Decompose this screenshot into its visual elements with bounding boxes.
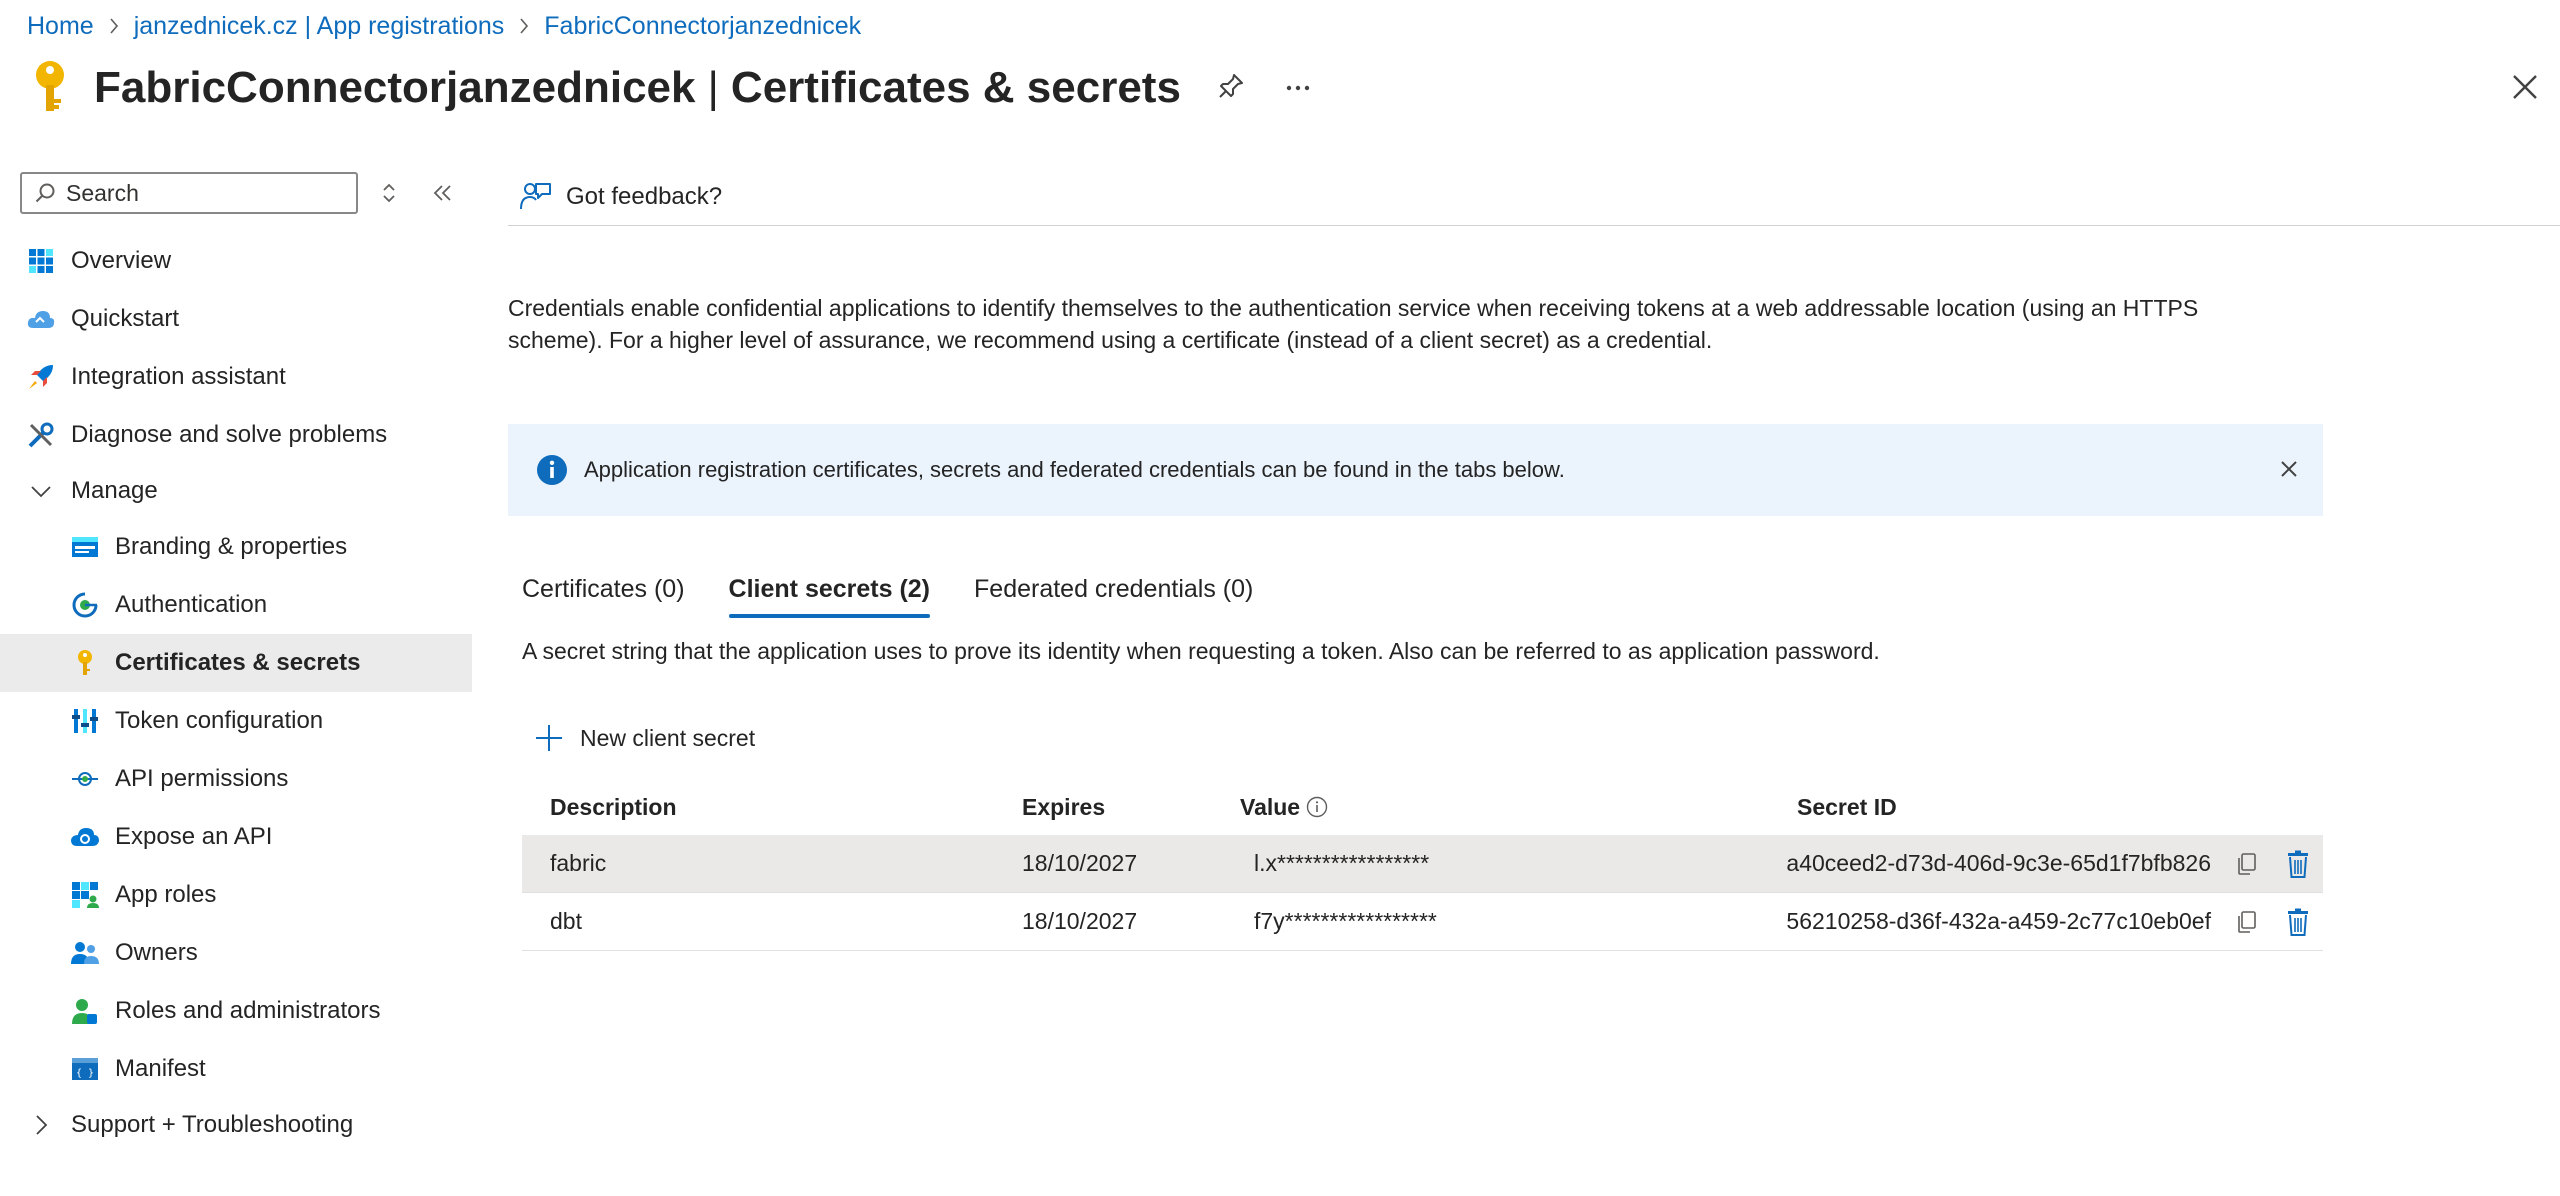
breadcrumb-app-registrations-link[interactable]: janzednicek.cz | App registrations xyxy=(133,11,505,40)
api-permissions-icon xyxy=(70,764,100,794)
page-title-app-name: FabricConnectorjanzednicek xyxy=(94,63,696,112)
feedback-icon xyxy=(520,181,552,213)
sidebar-item-owners[interactable] xyxy=(0,924,472,982)
copy-icon[interactable] xyxy=(2233,849,2259,879)
key-icon xyxy=(70,648,100,678)
tab-federated-credentials[interactable]: Federated credentials (0) xyxy=(974,574,1254,603)
sidebar-item-integration-assistant[interactable] xyxy=(0,348,472,406)
sidebar-item-label: Manage xyxy=(71,477,158,504)
sidebar-group-support[interactable] xyxy=(0,1098,472,1152)
page-title xyxy=(94,63,1181,113)
title-actions xyxy=(1217,72,1311,105)
sidebar-item-label: Roles and administrators xyxy=(115,997,381,1024)
cell-secret-id: a40ceed2-d73d-406d-9c3e-65d1f7bfb826 xyxy=(1786,850,2211,876)
sidebar-item-label: Manifest xyxy=(115,1055,206,1082)
breadcrumb xyxy=(27,10,861,42)
table-row[interactable] xyxy=(522,893,2323,951)
close-icon[interactable] xyxy=(2508,70,2542,104)
credential-tabs xyxy=(522,560,1297,618)
sidebar-item-label: Integration assistant xyxy=(71,363,286,390)
sidebar-item-diagnose[interactable] xyxy=(0,406,472,464)
delete-icon[interactable] xyxy=(2285,849,2311,879)
sidebar-item-label: API permissions xyxy=(115,765,289,792)
overview-grid-icon xyxy=(26,246,56,276)
pin-icon[interactable] xyxy=(1217,72,1245,105)
sort-updown-icon[interactable] xyxy=(376,180,402,206)
app-roles-grid-icon xyxy=(70,880,100,910)
cell-secret-id: 56210258-d36f-432a-a459-2c77c10eb0ef xyxy=(1786,908,2211,934)
sidebar-item-roles-administrators[interactable] xyxy=(0,982,472,1040)
sidebar-item-label: App roles xyxy=(115,881,217,908)
sidebar xyxy=(0,168,472,1168)
breadcrumb-app-link[interactable]: FabricConnectorjanzednicek xyxy=(544,11,862,40)
cloud-api-icon xyxy=(70,822,100,852)
table-row[interactable] xyxy=(522,835,2323,893)
sidebar-item-overview[interactable] xyxy=(0,232,472,290)
row-actions xyxy=(2211,849,2323,879)
sidebar-item-label: Diagnose and solve problems xyxy=(71,421,388,448)
client-secrets-table xyxy=(522,779,2323,951)
sidebar-item-api-permissions[interactable] xyxy=(0,750,472,808)
sidebar-item-token-configuration[interactable] xyxy=(0,692,472,750)
intro-text: Credentials enable confidential applications to identify themselves to the authentication service when receiving tokens at a web addressable location (using an HTTPS scheme). For a higher level of assurance, we recommend using a certificate (instead of a client secret) as a credential. xyxy=(508,295,2199,353)
sidebar-item-label: Expose an API xyxy=(115,823,273,850)
sidebar-group-manage[interactable] xyxy=(0,464,472,518)
sidebar-item-quickstart[interactable] xyxy=(0,290,472,348)
sidebar-item-label: Authentication xyxy=(115,591,268,618)
header-value xyxy=(1240,794,1775,821)
feedback-button[interactable] xyxy=(520,181,722,213)
sidebar-item-authentication[interactable] xyxy=(0,576,472,634)
cell-expires: 18/10/2027 xyxy=(1022,850,1138,876)
search-placeholder: Search xyxy=(66,179,139,206)
cell-value: l.x***************** xyxy=(1254,850,1430,876)
command-bar xyxy=(508,168,2560,226)
sidebar-item-label: Branding & properties xyxy=(115,533,348,560)
header-value-label: Value xyxy=(1240,793,1301,820)
header-expires: Expires xyxy=(1022,793,1106,820)
row-actions xyxy=(2211,907,2323,937)
info-banner xyxy=(508,424,2323,516)
cell-description: fabric xyxy=(550,850,607,876)
sidebar-item-label: Certificates & secrets xyxy=(115,649,361,676)
sidebar-item-label: Owners xyxy=(115,939,198,966)
info-banner-text: Application registration certificates, secrets and federated credentials can be found in the tabs below. xyxy=(584,457,1565,482)
cell-value: f7y***************** xyxy=(1254,908,1437,934)
sidebar-item-expose-api[interactable] xyxy=(0,808,472,866)
quickstart-cloud-icon xyxy=(26,304,56,334)
feedback-label: Got feedback? xyxy=(566,182,723,210)
breadcrumb-home-link[interactable]: Home xyxy=(27,11,94,40)
chevron-down-icon xyxy=(26,476,56,506)
header-secret-id: Secret ID xyxy=(1797,793,1897,820)
header-description: Description xyxy=(550,793,677,820)
search-icon xyxy=(34,182,56,204)
banner-close-icon[interactable] xyxy=(2277,457,2301,481)
breadcrumb-chevron-icon xyxy=(94,17,134,35)
info-icon[interactable] xyxy=(1306,796,1328,818)
token-bars-icon xyxy=(70,706,100,736)
authentication-icon xyxy=(70,590,100,620)
wrench-icon xyxy=(26,420,56,450)
sidebar-item-label: Token configuration xyxy=(115,707,324,734)
manifest-icon xyxy=(70,1054,100,1084)
page-header xyxy=(28,58,1311,118)
rocket-icon xyxy=(26,362,56,392)
tab-description: A secret string that the application uses to prove its identity when requesting a token. Also can be referred to as application password. xyxy=(522,638,1880,664)
copy-icon[interactable] xyxy=(2233,907,2259,937)
cell-expires: 18/10/2027 xyxy=(1022,908,1138,934)
plus-icon xyxy=(534,723,564,753)
chevron-right-icon xyxy=(26,1110,56,1140)
key-icon xyxy=(28,58,72,118)
collapse-sidebar-icon[interactable] xyxy=(430,180,456,206)
cell-description: dbt xyxy=(550,908,582,934)
more-options-icon[interactable] xyxy=(1285,79,1311,97)
page-title-section: Certificates & secrets xyxy=(730,63,1181,112)
sidebar-item-branding[interactable] xyxy=(0,518,472,576)
sidebar-item-certificates-secrets[interactable] xyxy=(0,634,472,692)
tab-certificates[interactable]: Certificates (0) xyxy=(522,574,685,603)
table-header xyxy=(522,779,2323,835)
sidebar-item-label: Support + Troubleshooting xyxy=(71,1111,354,1138)
sidebar-item-app-roles[interactable] xyxy=(0,866,472,924)
info-icon xyxy=(536,454,568,486)
sidebar-nav xyxy=(0,232,472,1152)
breadcrumb-chevron-icon xyxy=(504,17,544,35)
page-title-separator: | xyxy=(707,63,719,112)
sidebar-item-manifest[interactable] xyxy=(0,1040,472,1098)
owners-icon xyxy=(70,938,100,968)
svg-text:{ }: { } xyxy=(75,1068,95,1079)
sidebar-item-label: Overview xyxy=(71,247,172,274)
search-input[interactable] xyxy=(20,172,358,214)
sidebar-item-label: Quickstart xyxy=(71,305,180,332)
new-client-secret-label: New client secret xyxy=(580,724,756,751)
roles-admin-icon xyxy=(70,996,100,1026)
new-client-secret-button[interactable] xyxy=(534,718,755,758)
delete-icon[interactable] xyxy=(2285,907,2311,937)
branding-icon xyxy=(70,532,100,562)
tab-client-secrets[interactable]: Client secrets (2) xyxy=(729,560,930,618)
